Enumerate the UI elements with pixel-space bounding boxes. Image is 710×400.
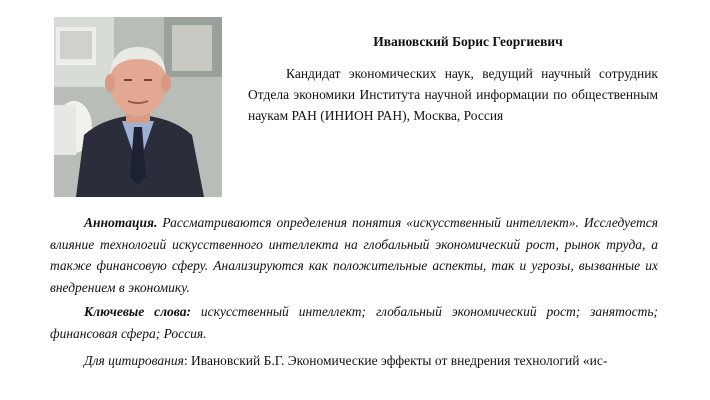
citation-label: Для цитирования	[84, 353, 184, 368]
abstract-label: Аннотация.	[84, 215, 158, 230]
author-info	[248, 34, 658, 126]
author-photo	[54, 17, 222, 197]
author-name: Ивановский Борис Георгиевич	[373, 34, 563, 49]
abstract-paragraph	[50, 212, 658, 298]
keywords-text: искусственный интеллект; глобальный экономический рост; занятость; финансовая сфера; Россия.	[50, 304, 658, 341]
citation-text: : Ивановский Б.Г. Экономические эффекты от внедрения технологий «ис-	[183, 353, 608, 368]
keywords-label: Ключевые слова:	[84, 304, 191, 319]
abstract-section	[50, 212, 658, 372]
author-portrait-image	[54, 17, 222, 197]
citation-paragraph	[50, 350, 658, 372]
author-affiliation: Кандидат экономических наук, ведущий научный сотрудник Отдела экономики Института научной информации по общественным наукам РАН (ИНИОН РАН), Москва, Россия	[248, 66, 658, 123]
keywords-paragraph	[50, 301, 658, 344]
abstract-text: Рассматриваются определения понятия «искусственный интеллект». Исследуется влияние технологий искусственного интеллекта на глобальный экономический рост, рынок труда, а также финансовую сферу. Анализируются как положительные аспекты, так и угрозы, вызванные их внедрением в экономику.	[50, 215, 658, 295]
